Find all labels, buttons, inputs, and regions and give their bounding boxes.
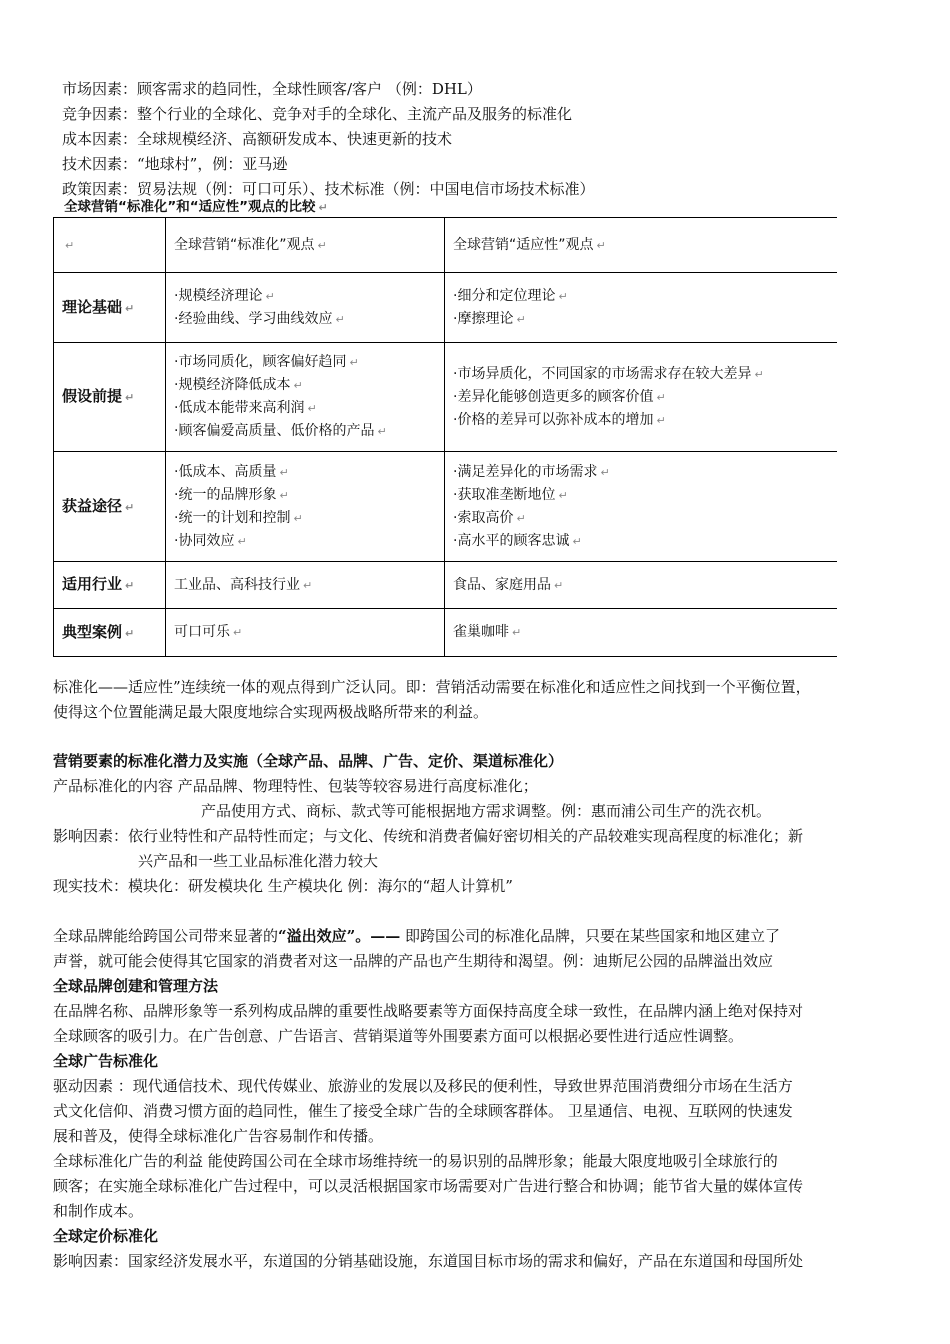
table-header-row <box>54 218 837 273</box>
paragraph-line: 声誉，就可能会使得其它国家的消费者对这一品牌的产品也产生期待和渴望。例：迪斯尼公园的品牌溢出效应 <box>53 952 774 970</box>
cell-item: ·满足差异化的市场需求 ↵ <box>453 463 610 480</box>
cell-item: ·获取准垄断地位 ↵ <box>453 486 568 503</box>
paragraph-line: 使得这个位置能满足最大限度地综合实现两极战略所带来的利益。 <box>53 703 489 721</box>
cell-item: ·顾客偏爱高质量、低价格的产品 ↵ <box>174 423 387 439</box>
table-row <box>54 452 837 562</box>
intro-line: 政策因素：贸易法规（例：可口可乐）、技术标准（例：中国电信市场技术标准） <box>62 180 595 198</box>
cell-item: ·索取高价 ↵ <box>453 509 526 526</box>
std-cell <box>166 343 445 452</box>
table-row <box>54 343 837 452</box>
spillover-term: “溢出效应”。—— <box>278 927 401 945</box>
cell-item: ·规模经济降低成本 ↵ <box>174 377 303 393</box>
header-adaptation: 全球营销“适应性”观点 ↵ <box>445 218 837 273</box>
cell-item: ·协同效应 ↵ <box>174 532 247 549</box>
paragraph-line: 在品牌名称、品牌形象等一系列构成品牌的重要性战略要素等方面保持高度全球一致性，在品牌内涵上绝对保持对 <box>53 1002 804 1020</box>
paragraph-mark-icon: ↵ <box>318 201 328 214</box>
paragraph-mark-icon: ↵ <box>65 238 75 252</box>
row-label: 典型案例 ↵ <box>54 609 166 657</box>
section-heading: 全球品牌创建和管理方法 <box>53 977 219 995</box>
spillover-line <box>53 926 780 946</box>
table-row <box>54 562 837 609</box>
paragraph-line: 标准化——适应性”连续统一体的观点得到广泛认同。即：营销活动需要在标准化和适应性之间找到一个平衡位置， <box>53 678 811 696</box>
std-cell: 工业品、高科技行业 ↵ <box>166 562 445 609</box>
header-standardization: 全球营销“标准化”观点 ↵ <box>166 218 445 273</box>
paragraph-line: 产品标准化的内容 产品品牌、物理特性、包装等较容易进行高度标准化； <box>53 777 538 795</box>
cell-item: ·摩擦理论 ↵ <box>453 310 526 327</box>
table-title <box>64 198 328 217</box>
comparison-table <box>53 217 837 657</box>
std-cell <box>166 273 445 343</box>
paragraph-mark-icon: ↵ <box>317 238 327 252</box>
paragraph-line: 全球顾客的吸引力。在广告创意、广告语言、营销渠道等外围要素方面可以根据必要性进行适应性调整。 <box>53 1027 744 1045</box>
cell-item: ·经验曲线、学习曲线效应 ↵ <box>174 310 345 327</box>
cell-item: ·细分和定位理论 ↵ <box>453 287 568 304</box>
cell-item: ·统一的计划和控制 ↵ <box>174 509 303 526</box>
row-label: 假设前提 ↵ <box>54 343 166 452</box>
cell-item: ·市场同质化，顾客偏好趋同 ↵ <box>174 354 359 370</box>
paragraph-line: 影响因素：依行业特性和产品特性而定；与文化、传统和消费者偏好密切相关的产品较难实现高程度的标准化；新 <box>53 827 804 845</box>
paragraph-line: 顾客；在实施全球标准化广告过程中，可以灵活根据国家市场需要对广告进行整合和协调；能节省大量的媒体宣传 <box>53 1177 804 1195</box>
cell-item: ·高水平的顾客忠诚 ↵ <box>453 532 582 549</box>
paragraph-line: 现实技术：模块化：研发模块化 生产模块化 例：海尔的“超人计算机” <box>53 877 513 895</box>
row-label: 获益途径 ↵ <box>54 452 166 562</box>
paragraph-line: 产品使用方式、商标、款式等可能根据地方需求调整。例：惠而浦公司生产的洗衣机。 <box>201 802 772 820</box>
cell-item: ·市场异质化，不同国家的市场需求存在较大差异 ↵ <box>453 365 764 382</box>
table-row <box>54 273 837 343</box>
cell-item: ·规模经济理论 ↵ <box>174 287 275 304</box>
section-heading: 营销要素的标准化潜力及实施（全球产品、品牌、广告、定价、渠道标准化） <box>53 752 564 770</box>
intro-line: 成本因素：全球规模经济、高额研发成本、快速更新的技术 <box>62 130 453 148</box>
paragraph-line: 兴产品和一些工业品标准化潜力较大 <box>138 852 379 870</box>
paragraph-line: 驱动因素 ：现代通信技术、现代传媒业、旅游业的发展以及移民的便利性，导致世界范围消费细分市场在生活方 <box>53 1077 793 1095</box>
cell-item: ·统一的品牌形象 ↵ <box>174 486 289 503</box>
paragraph-line: 全球标准化广告的利益 能使跨国公司在全球市场维持统一的易识别的品牌形象；能最大限度地吸引全球旅行的 <box>53 1152 778 1170</box>
cell-item: ·低成本能带来高利润 ↵ <box>174 400 317 416</box>
ada-cell: 食品、家庭用品 ↵ <box>445 562 837 609</box>
paragraph-line: 展和普及，使得全球标准化广告容易制作和传播。 <box>53 1127 384 1145</box>
cell-item: ·差异化能够创造更多的顾客价值 ↵ <box>453 388 666 405</box>
ada-cell <box>445 452 837 562</box>
ada-cell: 雀巢咖啡 ↵ <box>445 609 837 657</box>
spillover-post: 即跨国公司的标准化品牌，只要在某些国家和地区建立了 <box>400 927 781 945</box>
paragraph-line: 影响因素：国家经济发展水平，东道国的分销基础设施，东道国目标市场的需求和偏好，产品在东道国和母国所处 <box>53 1252 804 1270</box>
row-label: 适用行业 ↵ <box>54 562 166 609</box>
intro-line: 技术因素：“地球村”，例：亚马逊 <box>62 155 288 173</box>
cell-item: ·价格的差异可以弥补成本的增加 ↵ <box>453 411 666 428</box>
table-title-text: 全球营销“标准化”和“适应性”观点的比较 <box>64 199 316 215</box>
ada-cell <box>445 343 837 452</box>
row-label: 理论基础 ↵ <box>54 273 166 343</box>
cell-item: ·低成本、高质量 ↵ <box>174 463 289 480</box>
paragraph-line: 和制作成本。 <box>53 1202 144 1220</box>
intro-line: 竞争因素：整个行业的全球化、竞争对手的全球化、主流产品及服务的标准化 <box>62 105 573 123</box>
table-row <box>54 609 837 657</box>
paragraph-line: 式文化信仰、消费习惯方面的趋同性，催生了接受全球广告的全球顾客群体。 卫星通信、电视、互联网的快速发 <box>53 1102 793 1120</box>
header-corner-cell <box>54 218 166 273</box>
paragraph-mark-icon: ↵ <box>125 301 135 315</box>
std-cell <box>166 452 445 562</box>
section-heading: 全球定价标准化 <box>53 1227 159 1245</box>
intro-line: 市场因素：顾客需求的趋同性，全球性顾客/客户 （例：DHL） <box>62 80 482 98</box>
std-cell: 可口可乐 ↵ <box>166 609 445 657</box>
spillover-pre: 全球品牌能给跨国公司带来显著的 <box>53 927 279 945</box>
section-heading: 全球广告标准化 <box>53 1052 159 1070</box>
ada-cell <box>445 273 837 343</box>
paragraph-mark-icon: ↵ <box>596 238 606 252</box>
